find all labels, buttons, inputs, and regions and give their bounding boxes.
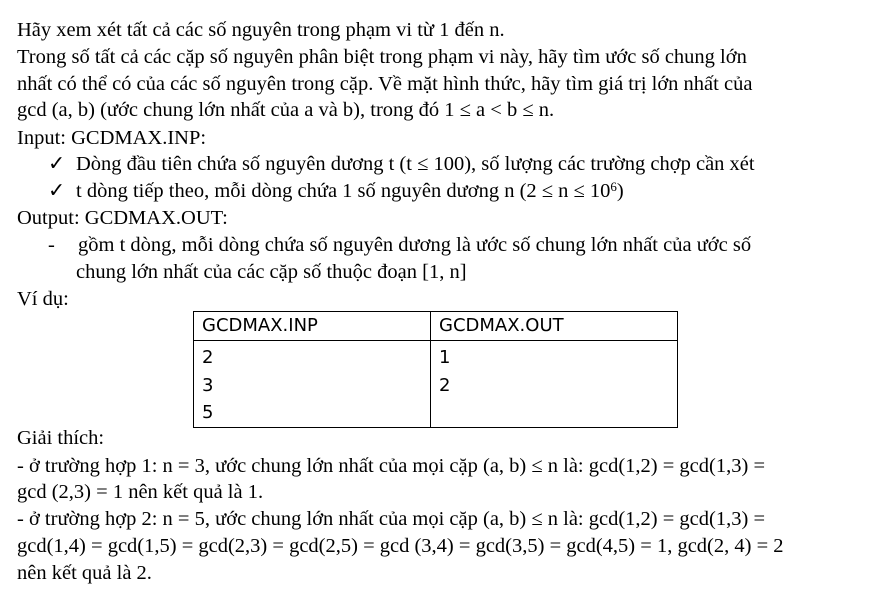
input-bullet-1 <box>48 151 755 177</box>
table-header-output: GCDMAX.OUT <box>431 312 678 341</box>
input-value: 3 <box>202 374 214 396</box>
input-bullet-2 <box>48 178 624 204</box>
intro-line-3: nhất có thể có của các số nguyên trong cặp. Về mặt hình thức, hãy tìm giá trị lớn nhất của <box>17 73 753 95</box>
example-table <box>193 311 678 428</box>
input-heading: Input: GCDMAX.INP: <box>17 127 207 149</box>
input-cell <box>194 341 431 428</box>
check-icon: ✓ <box>48 180 66 202</box>
table-row <box>194 341 678 428</box>
dash-marker: - <box>48 234 55 256</box>
output-item-line-2: chung lớn nhất của các cặp số thuộc đoạn [1, n] <box>76 261 467 283</box>
exponent: 6 <box>610 179 617 194</box>
intro-line-4: gcd (a, b) (ước chung lớn nhất của a và b), trong đó 1 ≤ a < b ≤ n. <box>17 99 555 121</box>
output-value: 1 <box>439 347 451 368</box>
input-bullet-2-text: t dòng tiếp theo, mỗi dòng chứa 1 số nguyên dương n (2 ≤ n ≤ 10 <box>76 180 611 202</box>
output-value: 2 <box>439 374 451 396</box>
input-bullet-2-suffix: ) <box>616 180 624 202</box>
input-value: 2 <box>202 347 214 368</box>
explanation-case1-line-1: - ở trường hợp 1: n = 3, ước chung lớn nhất của mọi cặp (a, b) ≤ n là: gcd(1,2) = gcd(1,3) = <box>17 455 765 477</box>
intro-line-1: Hãy xem xét tất cả các số nguyên trong phạm vi từ 1 đến n. <box>17 19 505 41</box>
output-item-line-1: gồm t dòng, mỗi dòng chứa số nguyên dương là ước số chung lớn nhất của ước số <box>78 234 752 256</box>
input-value: 5 <box>202 402 214 423</box>
explanation-case2-line-1: - ở trường hợp 2: n = 5, ước chung lớn nhất của mọi cặp (a, b) ≤ n là: gcd(1,2) = gcd(1,3) = <box>17 508 765 530</box>
explanation-case2-line-3: nên kết quả là 2. <box>17 562 152 584</box>
table-header-input: GCDMAX.INP <box>194 312 431 341</box>
explanation-case1-line-2: gcd (2,3) = 1 nên kết quả là 1. <box>17 481 264 503</box>
example-heading: Ví dụ: <box>17 288 69 310</box>
output-cell <box>431 341 678 428</box>
output-item <box>48 232 751 258</box>
explanation-heading: Giải thích: <box>17 427 105 449</box>
explanation-case2-line-2: gcd(1,4) = gcd(1,5) = gcd(2,3) = gcd(2,5) = gcd (3,4) = gcd(3,5) = gcd(4,5) = 1, gcd(2, 4) = 2 <box>17 535 784 557</box>
table-header-row <box>194 312 678 341</box>
input-bullet-1-text: Dòng đầu tiên chứa số nguyên dương t (t ≤ 100), số lượng các trường chợp cần xét <box>76 153 755 175</box>
output-heading: Output: GCDMAX.OUT: <box>17 207 228 229</box>
intro-line-2: Trong số tất cả các cặp số nguyên phân biệt trong phạm vi này, hãy tìm ước số chung lớn <box>17 46 747 68</box>
check-icon: ✓ <box>48 153 66 175</box>
